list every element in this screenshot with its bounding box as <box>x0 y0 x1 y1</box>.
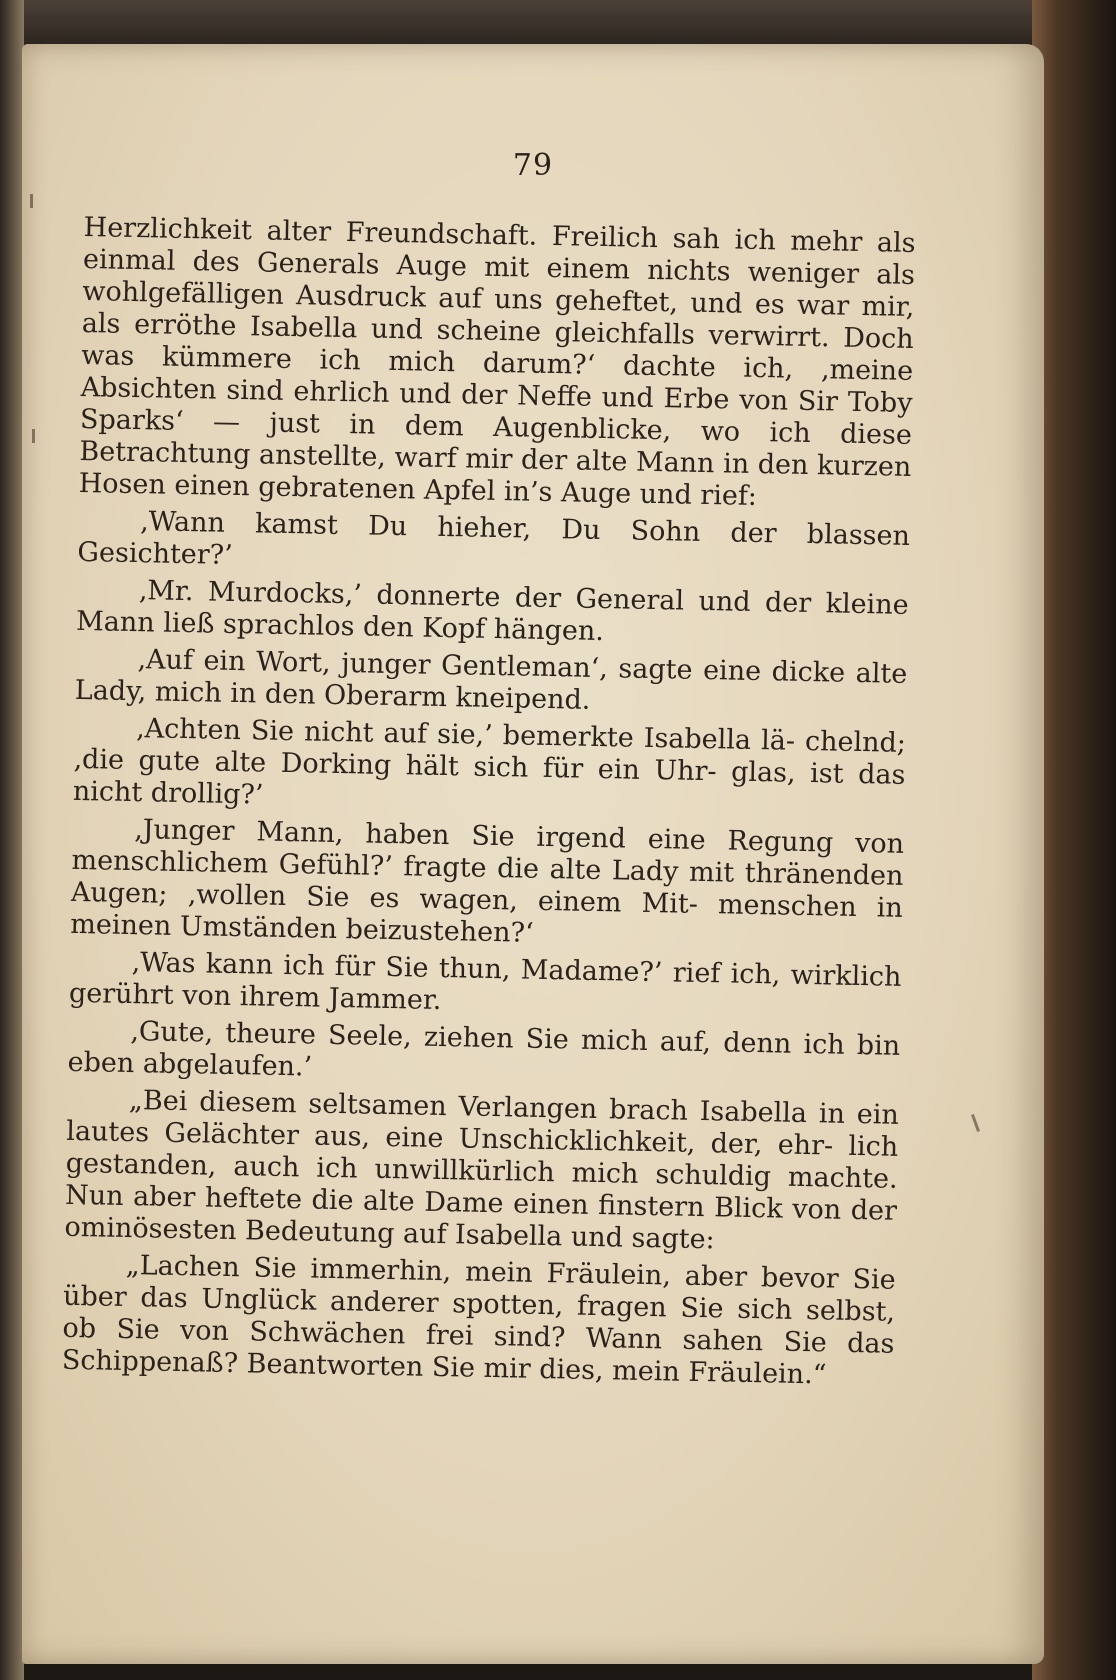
margin-speck <box>32 429 35 443</box>
body-text <box>58 212 915 1558</box>
page-number: 79 <box>512 148 554 183</box>
paragraph: ‚Wann kamst Du hieher, Du Sohn der blassen Gesichter?’ <box>77 506 911 571</box>
paragraph: ‚Achten Sie nicht auf sie,’ bemerkte Isabella lä- chelnd; ‚die gute alte Dorking hält sich für ein Uhr- glas, ist das nicht drollig?’ <box>72 713 907 811</box>
paragraph: ‚Gute, theure Seele, ziehen Sie mich auf, denn ich bin eben abgelaufen.’ <box>67 1016 901 1083</box>
paragraph: ‚Was kann ich für Sie thun, Madame?’ rief ich, wirklich gerührt von ihrem Jammer. <box>68 947 902 1017</box>
margin-speck <box>30 194 33 208</box>
paragraph: ‚Mr. Murdocks,’ donnerte der General und der kleine Mann ließ sprachlos den Kopf hängen. <box>75 575 909 648</box>
paragraph: Herzlichkeit alter Freundschaft. Freilich sah ich mehr als einmal des Generals Auge mit einem nichts weniger als wohlgefälligen Ausdruck auf uns geheftet, und es war mir, als erröthe Isabella und scheine gleichfalls verwirrt. Doch was kümmere ich mich darum?‘ dachte ich, ‚meine Absichten sind ehrlich und der Neffe und Erbe von Sir Toby Sparks‘ — just in dem Augenblicke, wo ich diese Betrachtung anstellte, warf mir der alte Mann in den kurzen Hosen einen gebratenen Apfel in’s Auge und rief: <box>78 212 916 512</box>
paragraph: „Lachen Sie immerhin, mein Fräulein, aber bevor Sie über das Unglück anderer spotten, fragen Sie sich selbst, ob Sie von Schwächen frei sind? Wann sahen Sie das Schippenaß? Beantworten Sie mir dies, mein Fräulein.“ <box>61 1249 896 1391</box>
margin-speck <box>971 1114 980 1132</box>
paragraph: „Bei diesem seltsamen Verlangen brach Isabella in ein lautes Gelächter aus, eine Unschicklichkeit, der, ehr- lich gestanden, auch ich unwillkürlich mich schuldig machte. Nun aber heftete die alte Dame einen finstern Blick von der ominösesten Bedeutung auf Isabella und sagte: <box>64 1085 900 1256</box>
paragraph: ‚Auf ein Wort, junger Gentleman‘, sagte eine dicke alte Lady, mich in den Oberarm kneipend. <box>74 644 908 716</box>
book-cover-edge-right <box>1032 0 1116 1680</box>
book-cover-edge-top <box>0 0 1116 48</box>
paragraph: ‚Junger Mann, haben Sie irgend eine Regung von menschlichem Gefühl?’ fragte die alte Lady mit thränenden Augen; ‚wollen Sie es wagen, einem Mit- menschen in meinen Umständen beizustehen?‘ <box>70 814 905 949</box>
paper-page <box>22 44 1044 1664</box>
book-gutter-edge <box>0 0 24 1680</box>
